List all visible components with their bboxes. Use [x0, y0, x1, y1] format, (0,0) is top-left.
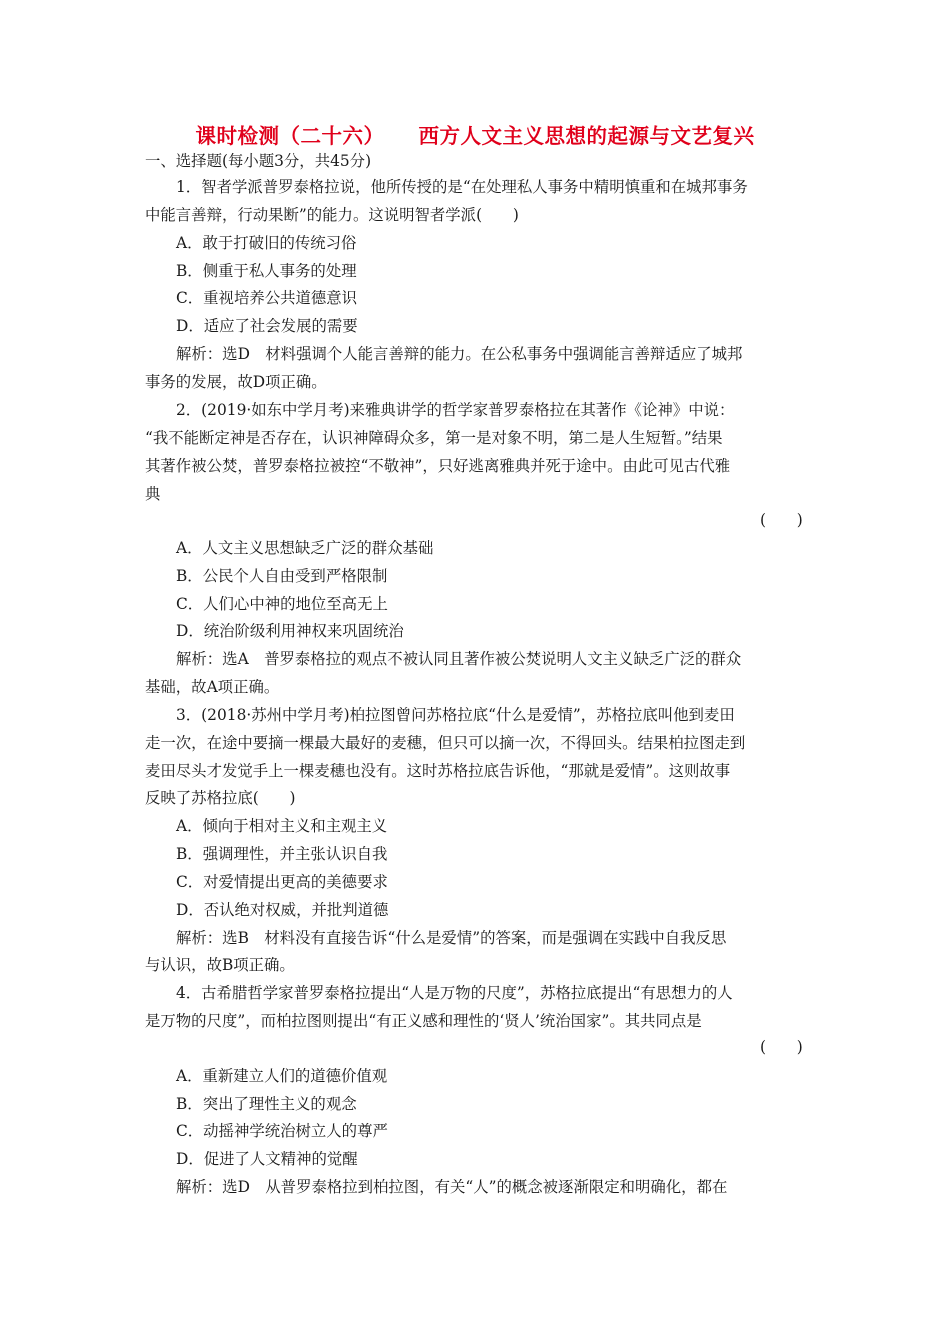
q2-answer-blank: ( ) [760, 511, 803, 529]
q3-stem-line-3: 麦田尽头才发觉手上一棵麦穗也没有。这时苏格拉底告诉他，“那就是爱情”。这则故事 [145, 762, 731, 780]
q1-option-b: B．侧重于私人事务的处理 [176, 262, 357, 280]
q4-stem-line-1: 4．古希腊哲学家普罗泰格拉提出“人是万物的尺度”，苏格拉底提出“有思想力的人 [176, 984, 733, 1002]
q2-option-a: A．人文主义思想缺乏广泛的群众基础 [176, 539, 434, 557]
q2-option-c: C．人们心中神的地位至高无上 [176, 595, 388, 613]
q3-stem-line-2: 走一次，在途中要摘一棵最大最好的麦穗，但只可以摘一次，不得回头。结果柏拉图走到 [145, 734, 746, 752]
q3-option-b: B．强调理性，并主张认识自我 [176, 845, 388, 863]
q3-stem-line-1: 3．(2018·苏州中学月考)柏拉图曾问苏格拉底“什么是爱情”，苏格拉底叫他到麦田 [176, 706, 735, 724]
q2-option-d: D．统治阶级利用神权来巩固统治 [176, 622, 404, 640]
q3-option-a: A．倾向于相对主义和主观主义 [176, 817, 388, 835]
q4-option-a: A．重新建立人们的道德价值观 [176, 1067, 388, 1085]
q1-option-d: D．适应了社会发展的需要 [176, 317, 358, 335]
q1-stem-line-2: 中能言善辩，行动果断”的能力。这说明智者学派( ) [145, 206, 519, 224]
q3-option-c: C．对爱情提出更高的美德要求 [176, 873, 388, 891]
section-heading: 一、选择题(每小题3分，共45分) [145, 152, 372, 170]
q4-answer-blank: ( ) [760, 1038, 803, 1056]
q1-stem-line-1: 1．智者学派普罗泰格拉说，他所传授的是“在处理私人事务中精明慎重和在城邦事务 [176, 178, 748, 196]
q3-stem-line-4: 反映了苏格拉底( ) [145, 789, 296, 807]
page-title [0, 122, 950, 150]
q1-answer-line-2: 事务的发展，故D项正确。 [145, 373, 327, 391]
q1-option-a: A．敢于打破旧的传统习俗 [176, 234, 357, 252]
title-left: 课时检测（二十六） [195, 124, 385, 148]
q2-stem-line-2: “我不能断定神是否存在，认识神障碍众多，第一是对象不明，第二是人生短暂。”结果 [145, 429, 723, 447]
q4-option-b: B．突出了理性主义的观念 [176, 1095, 357, 1113]
q2-stem-line-3: 其著作被公焚，普罗泰格拉被控“不敬神”，只好逃离雅典并死于途中。由此可见古代雅 [145, 457, 731, 475]
q1-answer-line-1: 解析：选D 材料强调个人能言善辩的能力。在公私事务中强调能言善辩适应了城邦 [176, 345, 743, 363]
q3-answer-line-2: 与认识，故B项正确。 [145, 956, 295, 974]
q2-stem-line-4: 典 [145, 485, 161, 503]
q2-answer-line-2: 基础，故A项正确。 [145, 678, 280, 696]
q4-option-c: C．动摇神学统治树立人的尊严 [176, 1122, 388, 1140]
q4-stem-line-2: 是万物的尺度”，而柏拉图则提出“有正义感和理性的‘贤人’统治国家”。其共同点是 [145, 1012, 702, 1030]
q4-answer-line-1: 解析：选D 从普罗泰格拉到柏拉图，有关“人”的概念被逐渐限定和明确化，都在 [176, 1178, 728, 1196]
q4-option-d: D．促进了人文精神的觉醒 [176, 1150, 358, 1168]
title-right: 西方人文主义思想的起源与文艺复兴 [418, 124, 755, 148]
q2-option-b: B．公民个人自由受到严格限制 [176, 567, 388, 585]
q2-answer-line-1: 解析：选A 普罗泰格拉的观点不被认同且著作被公焚说明人文主义缺乏广泛的群众 [176, 650, 742, 668]
q3-answer-line-1: 解析：选B 材料没有直接告诉“什么是爱情”的答案，而是强调在实践中自我反思 [176, 929, 727, 947]
q1-option-c: C．重视培养公共道德意识 [176, 289, 358, 307]
q3-option-d: D．否认绝对权威，并批判道德 [176, 901, 389, 919]
q2-stem-line-1: 2．(2019·如东中学月考)来雅典讲学的哲学家普罗泰格拉在其著作《论神》中说： [176, 401, 735, 419]
